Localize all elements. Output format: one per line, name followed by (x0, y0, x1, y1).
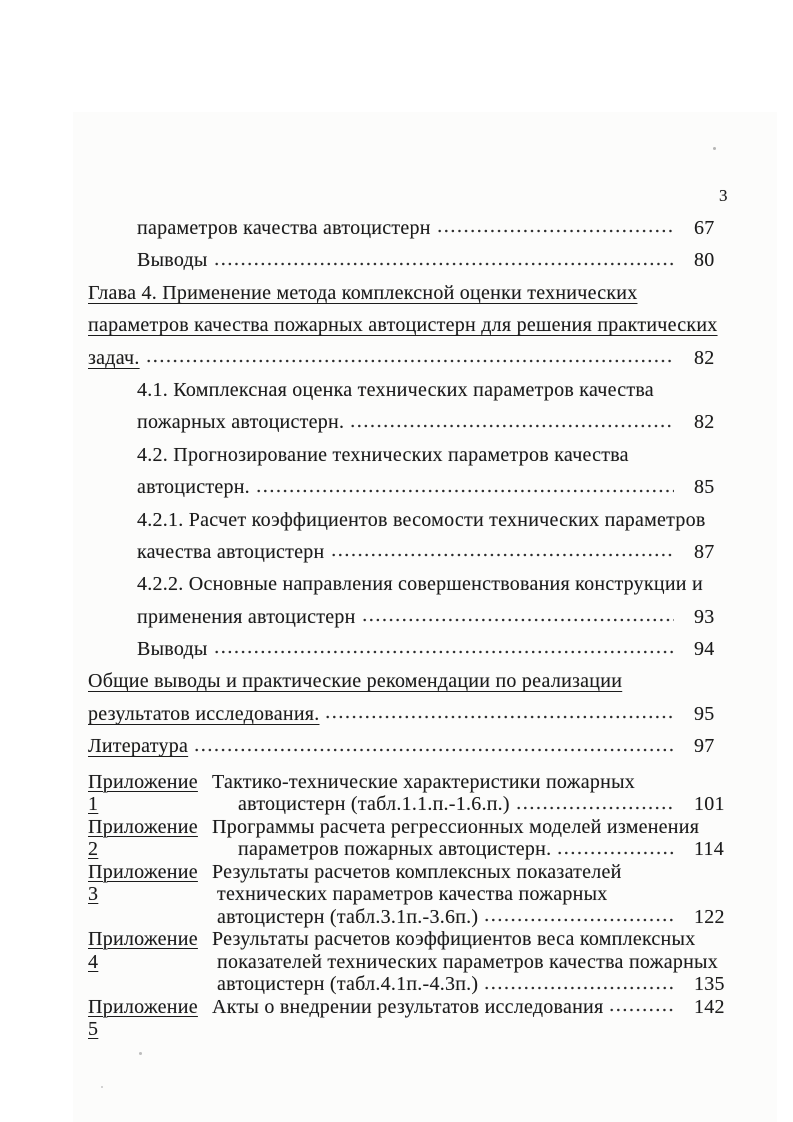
toc-row (88, 244, 761, 276)
appendix-lines (212, 771, 761, 816)
appendix-label: Приложение 4 (88, 928, 198, 973)
page-ref: 85 (694, 476, 715, 499)
dot-leader (558, 851, 674, 855)
leader-spacer (642, 789, 674, 793)
page-ref: 97 (694, 735, 715, 758)
toc-entry-text: параметров качества автоцистерн (137, 217, 431, 239)
page-ref: 101 (694, 793, 725, 816)
toc-row (88, 439, 761, 471)
appendix-entry (88, 996, 761, 1041)
toc-entry-text: результатов исследования. (88, 702, 320, 725)
toc-row (88, 406, 761, 438)
appendix-entry (88, 816, 761, 861)
toc-appendices (88, 771, 761, 1041)
toc-entry-text: Общие выводы и практические рекомендации по реализации (88, 670, 623, 693)
page-number: 3 (719, 186, 728, 205)
leader-spacer (629, 694, 674, 698)
leader-spacer (661, 402, 674, 406)
toc-row (88, 730, 761, 762)
toc-row (212, 838, 761, 861)
page-ref: 67 (694, 217, 715, 239)
toc-entry-text: Результаты расчетов коэффициентов веса комплексных (212, 928, 696, 951)
scan-speck (713, 147, 716, 150)
appendix-lines (212, 928, 761, 996)
page-ref: 82 (694, 346, 715, 369)
toc-row (88, 309, 761, 341)
toc-entry-text: Программы расчета регрессионных моделей изменения (212, 815, 700, 838)
dot-leader (215, 650, 674, 654)
toc-row (88, 633, 761, 665)
toc-row (212, 951, 761, 974)
appendix-lines (212, 816, 761, 861)
toc-entry-text: 4.2.1. Расчет коэффициентов весомости технических параметров (137, 508, 706, 531)
page-ref: 80 (694, 249, 715, 272)
appendix-entry (88, 861, 761, 929)
dot-leader (363, 618, 674, 622)
appendix-label: Приложение 2 (88, 815, 198, 861)
toc-entry-text: 4.2. Прогнозирование технических параметров качества (137, 443, 629, 466)
page-ref: 87 (694, 540, 715, 563)
toc-row (88, 342, 761, 374)
toc-entry-text: 4.1. Комплексная оценка технических параметров качества (137, 378, 654, 401)
toc-row (88, 665, 761, 697)
toc-row (212, 928, 761, 951)
appendix-lines (212, 996, 761, 1019)
page-ref: 122 (694, 905, 725, 928)
table-of-contents (88, 212, 761, 1041)
dot-leader (326, 715, 674, 719)
toc-entry-text: параметров пожарных автоцистерн. (238, 838, 552, 861)
page-ref: 135 (694, 973, 725, 996)
appendix-label: Приложение 3 (88, 860, 198, 906)
dot-leader (610, 1008, 674, 1012)
toc-row (212, 883, 761, 906)
toc-entry-text: Выводы (137, 249, 208, 272)
appendix-label: Приложение 1 (88, 770, 198, 816)
dot-leader (215, 262, 674, 266)
page-ref: 114 (694, 838, 725, 861)
toc-entry-text: показателей технических параметров качества пожарных (217, 950, 718, 973)
toc-entry-text: Акты о внедрении результатов исследования (212, 995, 604, 1018)
dot-leader (257, 489, 674, 493)
dot-leader (195, 748, 674, 752)
toc-row (88, 277, 761, 309)
dot-leader (485, 918, 674, 922)
toc-entry-text: пожарных автоцистерн. (137, 411, 345, 434)
page-ref: 94 (694, 638, 715, 661)
toc-entries (88, 212, 761, 763)
toc-row (88, 212, 761, 244)
leader-spacer (629, 879, 674, 883)
toc-row (212, 816, 761, 839)
toc-entry-text: параметров качества пожарных автоцистерн для решения практических (88, 314, 718, 337)
toc-entry-text: автоцистерн (табл.4.1п.-4.3п.) (217, 973, 479, 996)
toc-row (212, 793, 761, 816)
dot-leader (147, 359, 674, 363)
toc-row (88, 568, 761, 600)
leader-spacer (615, 902, 674, 906)
toc-entry-text: 4.2.2. Основные направления совершенствования конструкции и (137, 573, 703, 596)
toc-entry-text: автоцистерн (табл.3.1п.-3.6п.) (217, 905, 479, 928)
scan-speck (101, 1086, 103, 1088)
toc-entry-text: Выводы (137, 638, 208, 661)
dot-leader (438, 229, 674, 233)
toc-entry-text: качества автоцистерн (137, 540, 325, 563)
dot-leader (517, 806, 674, 810)
appendix-entry (88, 928, 761, 996)
toc-row (212, 861, 761, 884)
toc-row (212, 973, 761, 996)
toc-entry-text: автоцистерн (табл.1.1.п.-1.6.п.) (238, 793, 510, 816)
leader-spacer (636, 467, 674, 471)
toc-entry-text: Глава 4. Применение метода комплексной оценки технических (88, 281, 638, 304)
page-ref: 95 (694, 702, 715, 725)
toc-row (88, 536, 761, 568)
toc-entry-text: применения автоцистерн (137, 605, 356, 628)
scan-speck (139, 1052, 142, 1055)
toc-entry-text: Литература (88, 735, 189, 758)
toc-entry-text: автоцистерн. (137, 476, 250, 499)
toc-row (212, 996, 761, 1019)
dot-leader (351, 424, 674, 428)
toc-row (88, 471, 761, 503)
page-ref: 142 (694, 995, 725, 1018)
toc-entry-text: технических параметров качества пожарных (217, 883, 608, 906)
dot-leader (485, 986, 674, 990)
toc-entry-text: Результаты расчетов комплексных показателей (212, 860, 622, 883)
appendix-label: Приложение 5 (88, 995, 198, 1041)
toc-row (212, 771, 761, 794)
toc-row (88, 504, 761, 536)
page-ref: 93 (694, 605, 715, 628)
dot-leader (332, 553, 675, 557)
appendix-entry (88, 771, 761, 816)
toc-entry-text: задач. (88, 346, 140, 369)
toc-row (88, 601, 761, 633)
toc-row (212, 906, 761, 929)
toc-row (88, 698, 761, 730)
page-ref: 82 (694, 411, 715, 434)
toc-row (88, 374, 761, 406)
appendix-lines (212, 861, 761, 929)
toc-entry-text: Тактико-технические характеристики пожарных (212, 770, 636, 793)
